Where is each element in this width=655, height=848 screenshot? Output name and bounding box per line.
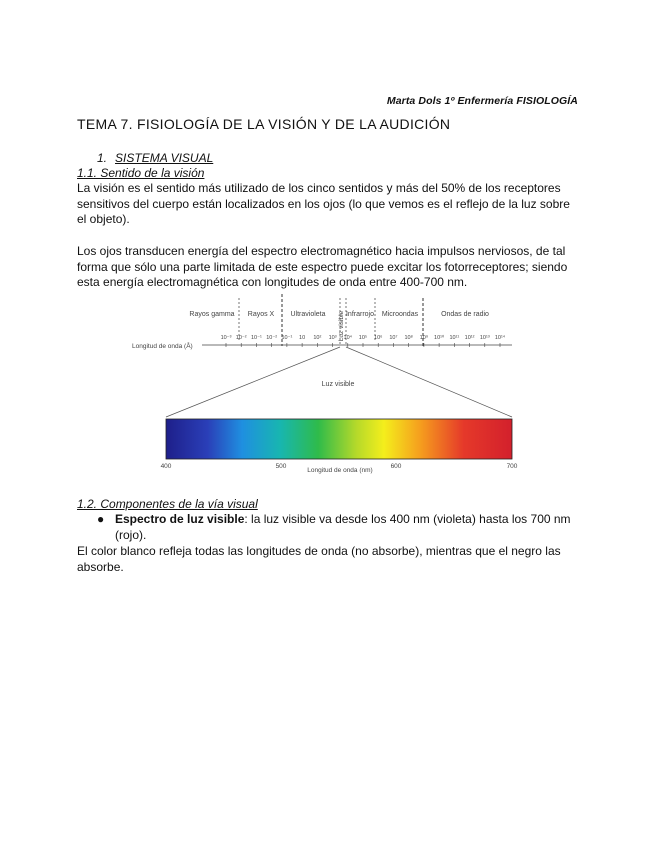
wavelength-tick-label: 10⁻²: [235, 335, 247, 341]
document-title: TEMA 7. FISIOLOGÍA DE LA VISIÓN Y DE LA AUDICIÓN: [77, 116, 451, 132]
spectrum-600: 600: [390, 463, 402, 470]
spectrum-400: 400: [160, 463, 172, 470]
subsection-heading-2: 1.2. Componentes de la vía visual: [77, 497, 258, 511]
wavelength-tick-label: 10⁸: [404, 335, 413, 341]
wavelength-tick-label: 10¹¹: [449, 335, 460, 341]
paragraph-1: La visión es el sentido más utilizado de los cinco sentidos y más del 50% de los receptores sensitivos del cuerpo están localizados en los ojos (lo que vemos es el reflejo de la luz sobre el objeto).: [77, 181, 570, 226]
band-uv: Ultravioleta: [290, 311, 326, 318]
section-heading: [97, 151, 213, 165]
bullet-term: Espectro de luz visible: [115, 512, 245, 526]
header-note: Marta Dols 1º Enfermería FISIOLOGÍA: [386, 95, 578, 107]
wavelength-tick-label: 10¹⁴: [494, 335, 506, 341]
band-xray: Rayos X: [247, 311, 275, 318]
wavelength-axis-label: Longitud de onda (Å): [132, 343, 193, 350]
wavelength-tick-label: 10: [299, 335, 306, 341]
bullet-text: [115, 512, 575, 543]
bullet-dot: ●: [97, 512, 105, 526]
wavelength-tick-label: 10⁻²: [266, 335, 278, 341]
spectrum-700: 700: [506, 463, 518, 470]
paragraph-3: El color blanco refleja todas las longitudes de onda (no absorbe), mientras que el negro las absorbe.: [77, 544, 561, 574]
wavelength-tick-label: 10⁹: [419, 335, 429, 341]
bullet-description: : la luz visible va desde los 400 nm (violeta) hasta los 700 nm (rojo).: [115, 512, 571, 542]
wavelength-tick-label: 10¹²: [464, 335, 475, 341]
wavelength-tick-label: 10⁶: [374, 335, 383, 341]
wavelength-tick-label: 10⁴: [343, 335, 353, 341]
wavelength-tick-label: 10²: [313, 335, 322, 341]
wavelength-tick-label: 10¹⁰: [434, 335, 445, 341]
electromagnetic-spectrum-figure: [130, 294, 525, 474]
band-radio: Ondas de radio: [441, 311, 489, 318]
wavelength-tick-label: 10⁷: [389, 335, 398, 341]
section-label: SISTEMA VISUAL: [115, 151, 214, 165]
paragraph-2: Los ojos transducen energía del espectro electromagnético hacia impulsos nerviosos, de tal forma que sólo una parte limitada de este espectro puede excitar los fotorreceptores; siendo esta energía electromagnética con longitudes de onda entre 400-700 nm.: [77, 244, 568, 289]
wavelength-tick-label: 10⁵: [358, 335, 368, 341]
band-ir: Infrarrojo: [345, 311, 375, 318]
wavelength-tick-label: 10⁻³: [220, 335, 232, 341]
wavelength-tick-label: 10⁻¹: [251, 335, 262, 341]
spectrum-axis-label: Longitud de onda (nm): [307, 467, 373, 474]
wavelength-tick-label: 10³: [328, 335, 337, 341]
band-gamma: Rayos gamma: [189, 311, 235, 318]
subsection-heading-1: 1.1. Sentido de la visión: [77, 166, 205, 180]
zoom-label: Luz visible: [321, 381, 355, 388]
wavelength-tick-label: 10⁻¹: [281, 335, 293, 341]
section-number: 1.: [97, 151, 108, 165]
band-microwave: Microondas: [381, 311, 419, 318]
spectrum-500: 500: [275, 463, 287, 470]
band-visible: Luz visible: [338, 310, 345, 342]
visible-spectrum-bar: [166, 419, 512, 459]
wavelength-tick-label: 10¹³: [479, 335, 490, 341]
